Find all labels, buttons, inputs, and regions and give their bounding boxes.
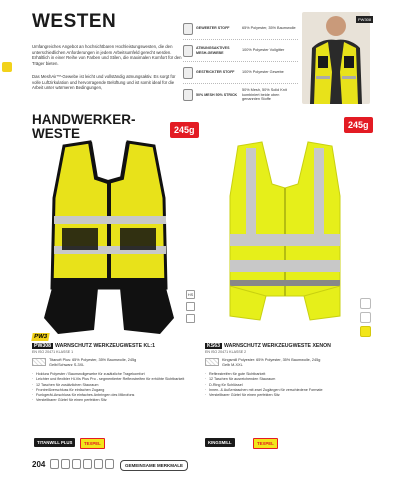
standard-icon — [61, 459, 70, 469]
fabric-box — [32, 358, 192, 367]
ce-icon — [50, 459, 59, 469]
page-title: WESTEN — [32, 11, 117, 32]
material-row — [183, 84, 298, 106]
material-row — [183, 40, 298, 62]
bleach-icon — [94, 459, 103, 469]
brand-logo: PW3 — [31, 333, 49, 341]
hero-product-tag: PW308 — [358, 17, 372, 22]
vest-mix-icon — [183, 89, 193, 101]
list-item: · Verstellbarer Gürtel für einen perfekten Sitz — [32, 398, 192, 403]
pockets-icon — [186, 302, 195, 311]
product-code: PW308 — [34, 343, 52, 349]
pw308-vest-image — [34, 138, 184, 336]
material-label: GEWEBTER STOFF — [196, 26, 230, 31]
product-standard: EN ISO 20471 KLASSE 1 — [32, 350, 74, 354]
intro-paragraph: Umfangreiches Angebot an hochsichtbaren Hochleistungswesten, die den unterschiedlichen Anforderungen in jedem Arbeitsumfeld gerecht werden. Erhältlich in einer Reihe von Farben und Stilen, die maximalen Komfort für den Träger bieten. — [32, 44, 182, 66]
kingsmill-logo: KINGSMILL — [205, 438, 235, 447]
price-badge: 245g — [170, 122, 199, 138]
price-badge: 245g — [344, 117, 373, 133]
list-item: · Verstellbarer Gürtel für einen perfekten Sitz — [205, 393, 375, 398]
titanwill-logo: TITANWILL PLUS — [34, 438, 75, 447]
list-item: · Funkgerät-Anschluss für einfaches Anbringen des Mikrofons — [32, 393, 192, 398]
product-pw308 — [32, 343, 192, 403]
list-item: · Frontreißverschluss für einfachen Zugang — [32, 388, 192, 393]
iron-icon — [83, 459, 92, 469]
product-name — [32, 343, 192, 349]
fabric-swatch — [205, 358, 219, 366]
material-value: 65% Polyester, 35% Baumwolle — [242, 26, 296, 31]
yellow-color-swatch — [360, 326, 371, 337]
section-title-line: HANDWERKER- — [32, 112, 136, 127]
material-label: 50% MESH 50% STRICK — [196, 92, 238, 97]
hero-photo — [302, 12, 370, 104]
fabric-box — [205, 358, 375, 367]
product-title: WARNSCHUTZ WERKZEUGWESTE KL:1 — [55, 343, 156, 349]
product-name — [205, 343, 375, 349]
list-item: · 12 Taschen für zusätzlichen Stauraum — [32, 383, 192, 388]
page-number: 204 — [32, 460, 46, 469]
pw308-feature-icons — [186, 290, 196, 326]
list-item: · Leichter und flexibler Hi-Vis Plus Pro - segmentierter Reflexstreifen für erhöhte Sichtbarkeit — [32, 377, 192, 382]
fabric-info — [49, 358, 136, 367]
meshair-paragraph: Das MeshAir™-Gewebe ist leicht und vollständig atmungsaktiv. Es sorgt für volle Luftzirkulation und hervorragende Belüftung und ist somit ideal für die Arbeit unter wärmeren Bedingungen, — [32, 74, 176, 91]
reflective-icon — [360, 312, 371, 323]
product-title: WARNSCHUTZ WERKZEUGWESTE XENON — [223, 343, 331, 349]
material-table — [183, 18, 298, 106]
product-standard: EN ISO 20471 KLASSE 2 — [205, 350, 247, 354]
material-row — [183, 18, 298, 40]
fabric-text: Kingsmill Polyester: 65% Polyester, 35% Baumwolle, 245g — [222, 358, 321, 362]
section-title-line: WESTE — [32, 126, 81, 141]
product-ks63 — [205, 343, 375, 398]
material-row — [183, 62, 298, 84]
dry-icon — [105, 459, 114, 469]
footer-icons — [50, 459, 114, 469]
list-item: · Holdura Polyester / Baumwollgewebe für zusätzliche Tragekomfort — [32, 372, 192, 377]
fabric-swatch — [32, 358, 46, 366]
vest-fabric-icon — [183, 23, 193, 35]
texpel-logo: TEXPEL — [80, 438, 105, 449]
wash-icon — [72, 459, 81, 469]
color-sizes: Gelb/Schwarz S-3XL — [49, 362, 85, 367]
pockets-icon — [360, 298, 371, 309]
list-item: · Innen- & Außentaschen mit zwei Zugängen für verschiedene Formate — [205, 388, 375, 393]
fabric-text: Titanoft Plus: 65% Polyester, 35% Baumwolle, 245g — [49, 358, 137, 362]
list-item: · 12 Taschen für ausreichenden Stauraum — [205, 377, 375, 382]
list-item: · D-Ring für Schlüssel — [205, 383, 375, 388]
vest-mesh-icon — [183, 45, 193, 57]
vest-knit-icon — [183, 67, 193, 79]
material-label: GESTRICKTER STOFF — [196, 70, 235, 75]
feature-list — [205, 372, 375, 398]
ks63-feature-icons — [360, 298, 372, 340]
material-label: ATMUNGSAKTIVES MESH-GEWEBE — [196, 46, 230, 55]
reflective-icon — [186, 314, 195, 323]
material-value: 100% Polyester Gewebe — [242, 70, 284, 75]
category-tab-marker — [2, 62, 12, 72]
feature-list — [32, 372, 192, 403]
list-item: · Reflexstreifen für gute Sichtbarkeit — [205, 372, 375, 377]
material-value: 100% Polyester Vollgitter — [242, 48, 285, 53]
section-title — [32, 113, 152, 141]
fabric-info — [222, 358, 320, 367]
color-sizes: Gelb M-XXL — [222, 362, 243, 367]
texpel-logo: TEXPEL — [253, 438, 278, 449]
common-features-label: GEMEINSAME MERKMALE — [120, 460, 188, 471]
material-value: 50% Mesh, 50% Solid Knit kombiniert beide oben genannten Stoffe — [242, 88, 287, 102]
hs-icon: HS — [187, 292, 194, 297]
product-code: KS63 — [207, 343, 220, 349]
ks63-vest-image — [210, 136, 360, 336]
